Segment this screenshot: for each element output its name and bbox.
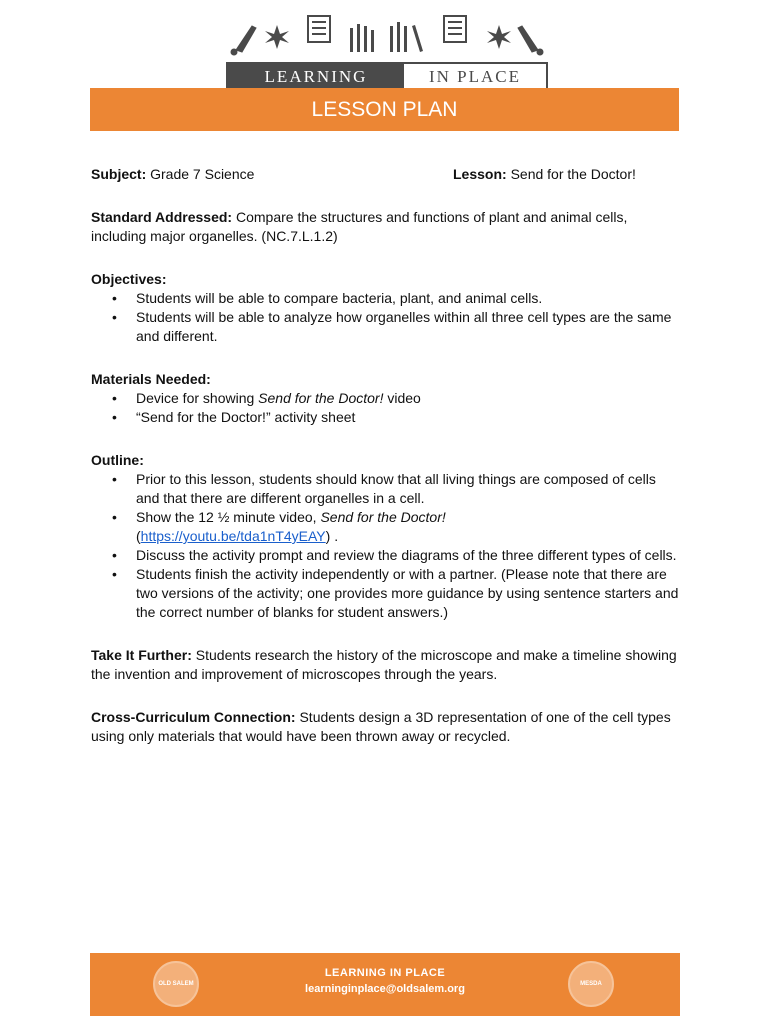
lesson-value: Send for the Doctor! [510, 166, 636, 182]
materials-section [91, 370, 681, 427]
further-label: Take It Further: [91, 647, 192, 663]
outline-item-prefix: Show the 12 ½ minute video, [136, 509, 321, 525]
standard-text: Compare the structures and functions of plant and animal cells, including major organelles. (NC.7.L.1.2) [91, 209, 628, 244]
objectives-list [91, 289, 681, 346]
video-link[interactable]: https://youtu.be/tda1nT4yEAY [140, 528, 326, 544]
cross-text: Students design a 3D representation of one of the cell types using only materials that would have been thrown away or recycled. [91, 709, 671, 744]
learning-in-place-logo [222, 12, 552, 84]
subject-lesson-row [91, 165, 681, 184]
mesda-seal [568, 961, 614, 1007]
material-item-title: Send for the Doctor! [258, 390, 384, 406]
cross-curriculum-section [91, 708, 681, 746]
material-item [91, 389, 681, 408]
lesson-plan-banner [90, 88, 679, 131]
outline-item [91, 508, 681, 546]
materials-heading: Materials Needed: [91, 371, 211, 387]
mesda-seal-text: MESDA [580, 980, 602, 987]
material-item: • “Send for the Doctor!” activity sheet [91, 408, 681, 427]
objectives-section [91, 270, 681, 346]
lesson-line [453, 165, 636, 184]
lesson-label: Lesson: [453, 166, 507, 182]
old-salem-seal-text: OLD SALEM [158, 980, 194, 987]
objective-item: • Students will be able to analyze how organelles within all three cell types are the same and different. [91, 308, 681, 346]
footer-title: LEARNING IN PLACE [324, 967, 446, 979]
banner-title: LESSON PLAN [311, 97, 458, 121]
outline-heading: Outline: [91, 452, 144, 468]
outline-item: • Discuss the activity prompt and review the diagrams of the three different types of cells. [91, 546, 681, 565]
subject-value: Grade 7 Science [150, 166, 255, 182]
logo-learning-text: LEARNING [228, 64, 404, 90]
material-item-suffix: video [383, 390, 421, 406]
take-it-further-section [91, 646, 681, 684]
objective-item: • Students will be able to compare bacteria, plant, and animal cells. [91, 289, 681, 308]
outline-video-title: Send for the Doctor! [320, 509, 446, 525]
standard-label: Standard Addressed: [91, 209, 233, 225]
footer-banner [90, 953, 680, 1016]
cross-label: Cross-Curriculum Connection: [91, 709, 296, 725]
outline-list [91, 470, 681, 622]
outline-section [91, 451, 681, 622]
further-text: Students research the history of the microscope and make a timeline showing the invention and improvement of microscopes through the years. [91, 647, 677, 682]
objectives-heading: Objectives: [91, 271, 167, 287]
standard-section [91, 208, 681, 246]
footer-email[interactable]: learninginplace@oldsalem.org [305, 983, 465, 995]
materials-list [91, 389, 681, 427]
outline-item: • Prior to this lesson, students should know that all living things are composed of cells and that there are different organelles in a cell. [91, 470, 681, 508]
logo-in-place-text: IN PLACE [428, 67, 522, 86]
lesson-content [91, 165, 681, 746]
logo-decoration-icon [222, 12, 552, 56]
material-item-prefix: Device for showing [136, 390, 259, 406]
outline-paren-close: ) . [325, 528, 339, 544]
outline-paren-open: ( [136, 528, 141, 544]
outline-item: • Students finish the activity independently or with a partner. (Please note that there are two versions of the activity; one provides more guidance by using sentence starters and the correct number of blanks for student answers.) [91, 565, 681, 622]
subject-label: Subject: [91, 166, 147, 182]
